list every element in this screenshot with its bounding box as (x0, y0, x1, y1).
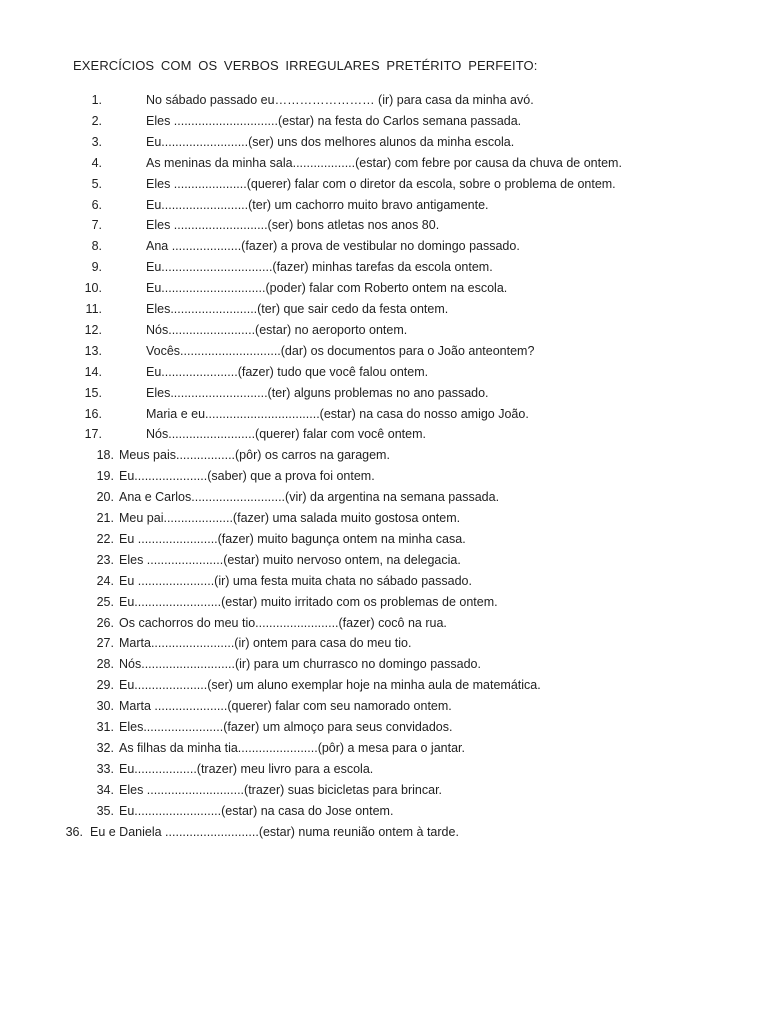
exercise-number: 7. (91, 218, 102, 233)
exercise-number: 13. (84, 343, 102, 358)
exercise-sentence: Eu..............................(poder) falar com Roberto ontem na escola. (146, 281, 508, 296)
exercise-sentence: Eles .....................(querer) falar com o diretor da escola, sobre o problema de ontem. (146, 176, 616, 191)
exercise-number: 2. (91, 113, 102, 128)
exercise-sentence: Eles ......................(estar) muito nervoso ontem, na delegacia. (119, 552, 461, 567)
exercise-number: 31. (96, 720, 114, 734)
exercise-number: 12. (84, 322, 102, 337)
exercise-sentence: Eles.........................(ter) que sair cedo da festa ontem. (146, 302, 449, 316)
exercise-sentence: Meu pai....................(fazer) uma salada muito gostosa ontem. (119, 511, 461, 525)
exercise-number: 30. (96, 699, 114, 714)
exercise-number: 4. (91, 155, 102, 170)
exercise-sentence: Eu.........................(ser) uns dos melhores alunos da minha escola. (146, 134, 515, 149)
exercise-number: 11. (85, 302, 102, 316)
exercise-number: 33. (96, 761, 114, 776)
exercise-sentence: As meninas da minha sala..................(estar) com febre por causa da chuva de ontem. (146, 155, 622, 170)
exercise-number: 29. (96, 678, 114, 693)
exercise-sentence: Eu.........................(estar) muito irritado com os problemas de ontem. (119, 594, 498, 609)
exercise-sentence: Os cachorros do meu tio........................(fazer) cocô na rua. (119, 615, 447, 630)
exercise-number: 9. (91, 260, 102, 275)
exercise-number: 6. (91, 197, 102, 212)
exercise-sentence: Eu......................(fazer) tudo que você falou ontem. (146, 364, 429, 379)
exercise-number: 25. (96, 594, 114, 609)
worksheet-title: EXERCÍCIOS COM OS VERBOS IRREGULARES PRETÉRITO PERFEITO: (73, 58, 538, 73)
exercise-number: 23. (96, 552, 114, 567)
exercise-number: 34. (96, 782, 114, 797)
exercise-sentence: Ana ....................(fazer) a prova de vestibular no domingo passado. (146, 239, 520, 254)
exercise-sentence: Marta .....................(querer) falar com seu namorado ontem. (119, 699, 452, 714)
exercise-sentence: Eles ..............................(estar) na festa do Carlos semana passada. (146, 113, 522, 128)
exercise-number: 28. (96, 657, 114, 672)
exercise-sentence: Vocês.............................(dar) os documentos para o João anteontem? (146, 343, 535, 358)
exercise-number: 15. (84, 385, 102, 400)
exercise-number: 27. (96, 636, 114, 651)
exercise-number: 32. (96, 740, 114, 755)
exercise-number: 22. (96, 531, 114, 546)
exercise-sentence: Nós...........................(ir) para um churrasco no domingo passado. (119, 657, 481, 672)
exercise-sentence: Meus pais.................(pôr) os carros na garagem. (119, 448, 390, 463)
exercise-number: 20. (96, 490, 114, 505)
exercise-sentence: Eu................................(fazer) minhas tarefas da escola ontem. (146, 260, 493, 275)
exercise-sentence: Eu.....................(ser) um aluno exemplar hoje na minha aula de matemática. (119, 678, 541, 693)
exercise-sentence: Eles ............................(trazer) suas bicicletas para brincar. (119, 782, 443, 797)
exercise-number: 19. (96, 469, 114, 484)
exercise-sentence: Marta........................(ir) ontem para casa do meu tio. (119, 636, 412, 651)
exercise-number: 14. (84, 364, 102, 379)
exercise-sentence: Eles............................(ter) alguns problemas no ano passado. (146, 385, 489, 400)
exercise-sentence: Nós.........................(querer) falar com você ontem. (146, 427, 426, 442)
exercise-number: 5. (91, 176, 102, 191)
exercise-sentence: Eu.....................(saber) que a prova foi ontem. (119, 469, 375, 484)
exercise-number: 35. (96, 803, 114, 818)
exercise-sentence: Eu.........................(estar) na casa do Jose ontem. (119, 803, 394, 818)
exercise-number: 16. (84, 406, 102, 421)
exercise-sentence: Eu..................(trazer) meu livro para a escola. (119, 761, 374, 776)
exercise-number: 8. (91, 239, 102, 254)
exercise-sentence: Eu e Daniela ...........................(estar) numa reunião ontem à tarde. (90, 824, 459, 839)
exercise-sentence: As filhas da minha tia.......................(pôr) a mesa para o jantar. (119, 740, 465, 755)
exercise-number: 26. (96, 615, 114, 630)
exercise-sentence: Ana e Carlos...........................(vir) da argentina na semana passada. (119, 490, 500, 505)
exercise-sentence: Maria e eu.................................(estar) na casa do nosso amigo João. (146, 406, 529, 421)
exercise-sentence: Eu .......................(fazer) muito bagunça ontem na minha casa. (119, 531, 466, 546)
exercise-sentence: Eles.......................(fazer) um almoço para seus convidados. (119, 720, 453, 734)
exercise-number: 10. (84, 281, 102, 296)
exercise-sentence: Eles ...........................(ser) bons atletas nos anos 80. (146, 218, 440, 233)
exercise-sentence: Nós.........................(estar) no aeroporto ontem. (146, 322, 408, 337)
exercise-number: 24. (96, 573, 114, 588)
exercise-sentence: Eu ......................(ir) uma festa muita chata no sábado passado. (119, 573, 472, 588)
exercise-number: 21. (96, 511, 114, 525)
exercise-number: 3. (91, 134, 102, 149)
exercise-number: 1. (91, 93, 102, 107)
exercise-number: 36. (65, 824, 83, 839)
exercise-sentence: Eu.........................(ter) um cachorro muito bravo antigamente. (146, 197, 489, 212)
exercise-number: 18. (96, 448, 114, 463)
exercise-sentence: No sábado passado eu…………………… (ir) para casa da minha avó. (146, 93, 534, 107)
exercise-number: 17. (84, 427, 102, 442)
